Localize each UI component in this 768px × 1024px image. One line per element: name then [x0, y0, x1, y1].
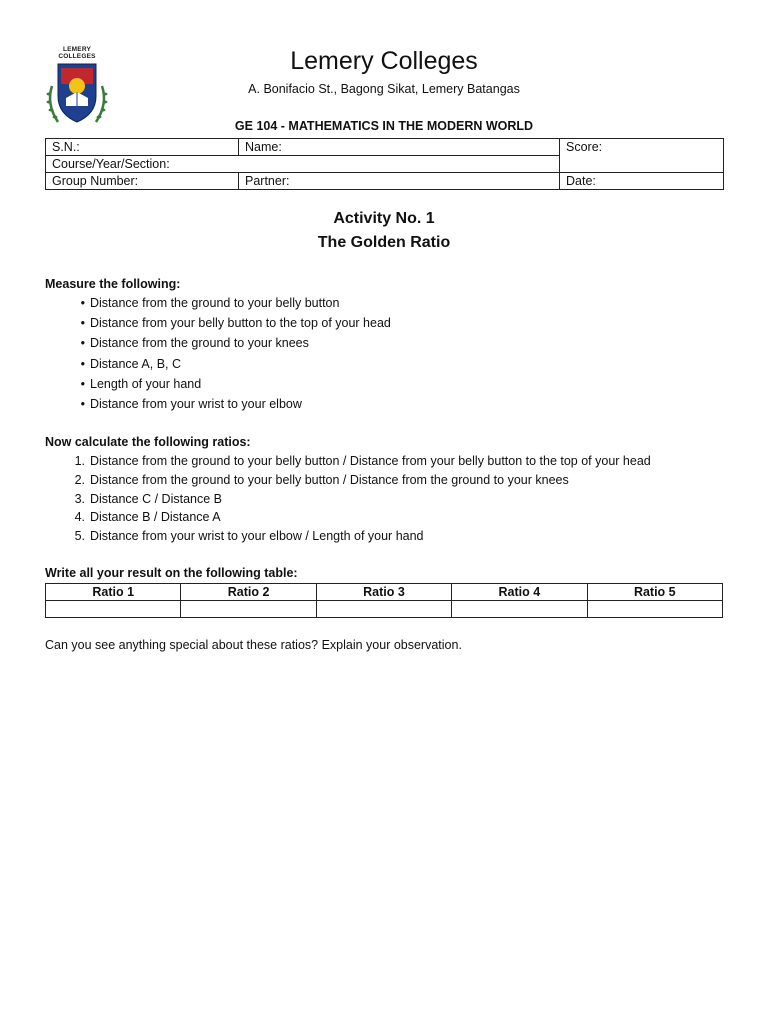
activity-number: Activity No. 1 — [333, 210, 435, 227]
course-title: GE 104 - MATHEMATICS IN THE MODERN WORLD — [234, 119, 534, 133]
school-name: Lemery Colleges — [290, 47, 478, 75]
ratios-heading: Now calculate the following ratios: — [45, 435, 251, 449]
list-item — [45, 295, 391, 315]
column-header-ratio-4: Ratio 4 — [452, 584, 587, 601]
list-item-text: Distance C / Distance B — [90, 491, 222, 506]
column-header-ratio-2: Ratio 2 — [181, 584, 316, 601]
list-number: 5. — [74, 529, 85, 544]
list-item — [45, 453, 651, 472]
date-field[interactable]: Date: — [560, 173, 724, 190]
bullet-icon: • — [80, 376, 85, 391]
bullet-icon: • — [80, 336, 85, 351]
bullet-icon: • — [80, 296, 85, 310]
ratios-list — [45, 453, 651, 547]
logo-text-line1: LEMERY — [62, 46, 92, 53]
list-item-text: Distance from the ground to your belly button / Distance from the ground to your knees — [90, 472, 569, 487]
list-number: 3. — [74, 491, 85, 506]
sn-field[interactable]: S.N.: — [46, 139, 239, 156]
list-item — [45, 356, 391, 376]
activity-title: The Golden Ratio — [317, 234, 451, 251]
list-item — [45, 491, 651, 510]
table-row — [46, 601, 723, 618]
name-field[interactable]: Name: — [239, 139, 560, 156]
list-item-text: Distance B / Distance A — [90, 510, 221, 525]
list-number: 1. — [74, 454, 85, 468]
list-number: 4. — [74, 510, 85, 525]
measure-list — [45, 295, 391, 416]
list-item-text: Length of your hand — [90, 376, 202, 391]
results-table — [45, 583, 723, 618]
student-info-table — [45, 138, 724, 190]
list-item — [45, 335, 391, 355]
logo-text-line2: COLLEGES — [58, 53, 96, 60]
measure-heading: Measure the following: — [45, 277, 181, 291]
ratio-2-cell[interactable] — [181, 601, 316, 618]
ratio-3-cell[interactable] — [316, 601, 451, 618]
column-header-ratio-1: Ratio 1 — [46, 584, 181, 601]
list-item-text: Distance from the ground to your knees — [90, 336, 309, 351]
ratio-4-cell[interactable] — [452, 601, 587, 618]
list-item-text: Distance from the ground to your belly button — [90, 296, 340, 310]
bullet-icon: • — [80, 356, 85, 371]
partner-field[interactable]: Partner: — [239, 173, 560, 190]
course-year-section-field[interactable]: Course/Year/Section: — [46, 156, 560, 173]
table-header-row — [46, 584, 723, 601]
list-item-text: Distance from your wrist to your elbow — [90, 396, 302, 411]
list-item — [45, 509, 651, 528]
list-item-text: Distance A, B, C — [90, 356, 182, 371]
group-number-field[interactable]: Group Number: — [46, 173, 239, 190]
list-item-text: Distance from your wrist to your elbow / Length of your hand — [90, 529, 424, 544]
list-item — [45, 396, 391, 416]
ratio-1-cell[interactable] — [46, 601, 181, 618]
list-item — [45, 528, 651, 547]
list-number: 2. — [74, 472, 85, 487]
results-heading: Write all your result on the following table: — [45, 566, 298, 580]
score-field[interactable]: Score: — [560, 139, 724, 173]
ratio-5-cell[interactable] — [587, 601, 722, 618]
list-item — [45, 472, 651, 491]
observation-question: Can you see anything special about these ratios? Explain your observation. — [45, 638, 462, 652]
column-header-ratio-3: Ratio 3 — [316, 584, 451, 601]
list-item-text: Distance from your belly button to the top of your head — [90, 316, 391, 331]
bullet-icon: • — [80, 316, 85, 331]
list-item — [45, 315, 391, 335]
list-item-text: Distance from the ground to your belly button / Distance from your belly button to the top of your head — [90, 454, 651, 468]
list-item — [45, 376, 391, 396]
column-header-ratio-5: Ratio 5 — [587, 584, 722, 601]
bullet-icon: • — [80, 396, 85, 411]
school-address: A. Bonifacio St., Bagong Sikat, Lemery Batangas — [248, 82, 520, 96]
